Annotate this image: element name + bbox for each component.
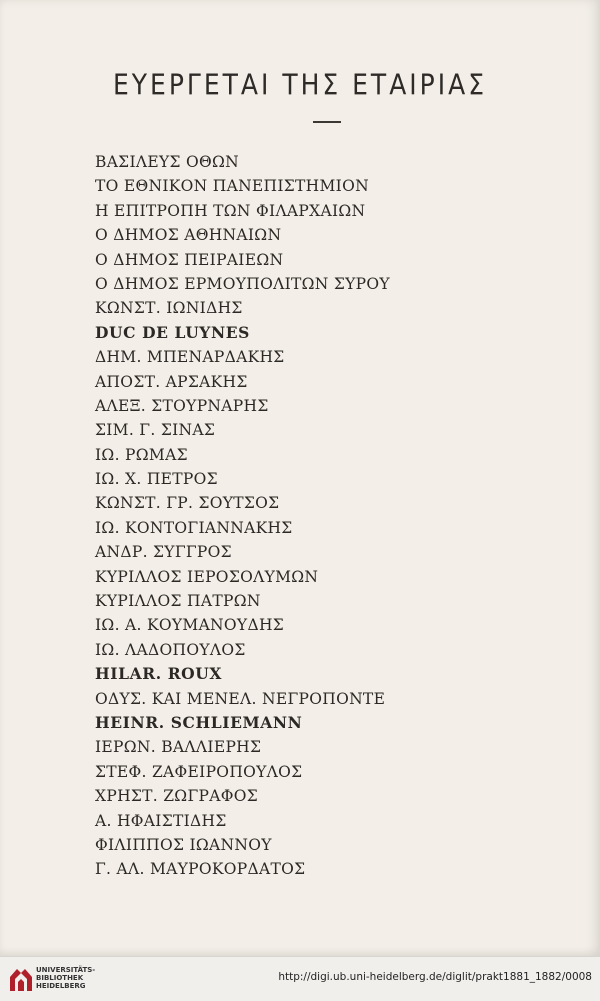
logo-mark-inner [18,979,24,991]
heidelberg-library-logo-icon [8,965,34,993]
benefactor-entry: Ο ΔΗΜΟΣ ΠΕΙΡΑΙΕΩΝ [95,250,284,269]
institution-line: BIBLIOTHEK [36,974,84,983]
benefactor-entry: HILAR. ROUX [95,664,223,684]
benefactor-entry: ΟΔΥΣ. ΚΑΙ ΜΕΝΕΛ. ΝΕΓΡΟΠΟΝΤΕ [95,689,386,708]
benefactor-entry: Γ. ΑΛ. ΜΑΥΡΟΚΟΡΔΑΤΟΣ [95,860,306,879]
viewer-footer [0,956,600,1001]
benefactor-entry: ΔΗΜ. ΜΠΕΝΑΡΔΑΚΗΣ [95,348,285,367]
benefactor-entry: ΣΤΕΦ. ΖΑΦΕΙΡΟΠΟΥΛΟΣ [95,762,303,781]
title-divider [313,121,341,123]
institution-name [36,966,95,991]
benefactor-entry: Α. ΗΦΑΙΣΤΙΔΗΣ [95,811,227,830]
benefactor-entry: ΚΩΝΣΤ. ΙΩΝΙΔΗΣ [95,299,243,318]
benefactor-entry: Ο ΔΗΜΟΣ ΕΡΜΟΥΠΟΛΙΤΩΝ ΣΥΡΟΥ [95,274,390,293]
benefactor-entry: ΤΟ ΕΘΝΙΚΟΝ ΠΑΝΕΠΙΣΤΗΜΙΟΝ [95,177,369,196]
benefactor-entry: ΙΕΡΩΝ. ΒΑΛΛΙΕΡΗΣ [95,738,262,757]
benefactor-entry: ΙΩ. ΚΟΝΤΟΓΙΑΝΝΑΚΗΣ [95,518,293,537]
benefactor-entry: Ο ΔΗΜΟΣ ΑΘΗΝΑΙΩΝ [95,226,282,245]
permalink-url[interactable]: http://digi.ub.uni-heidelberg.de/diglit/prakt1881_1882/0008 [278,971,592,983]
benefactor-entry: ΣΙΜ. Γ. ΣΙΝΑΣ [95,421,216,440]
benefactor-entry: ΚΥΡΙΛΛΟΣ ΠΑΤΡΩΝ [95,592,261,611]
benefactor-entry: ΦΙΛΙΠΠΟΣ ΙΩΑΝΝΟΥ [95,835,272,854]
benefactor-entry: ΙΩ. Α. ΚΟΥΜΑΝΟΥΔΗΣ [95,616,285,635]
benefactor-entry: Η ΕΠΙΤΡΟΠΗ ΤΩΝ ΦΙΛΑΡΧΑΙΩΝ [95,201,366,220]
benefactor-entry: ΙΩ. Χ. ΠΕΤΡΟΣ [95,470,218,489]
benefactor-entry: HEINR. SCHLIEMANN [95,712,303,732]
benefactor-entry: ΧΡΗΣΤ. ΖΩΓΡΑΦΟΣ [95,787,259,806]
benefactor-entry: ΙΩ. ΛΑΔΟΠΟΥΛΟΣ [95,640,246,659]
benefactor-entry: ΑΠΟΣΤ. ΑΡΣΑΚΗΣ [95,372,248,391]
benefactor-entry: ΑΛΕΞ. ΣΤΟΥΡΝΑΡΗΣ [95,396,269,415]
benefactor-entry: ΚΩΝΣΤ. ΓΡ. ΣΟΥΤΣΟΣ [95,494,280,513]
benefactor-entry: DUC DE LUYNES [95,322,250,342]
benefactor-entry: ΒΑΣΙΛΕΥΣ ΟΘΩΝ [95,153,240,171]
benefactor-entry: ΚΥΡΙΛΛΟΣ ΙΕΡΟΣΟΛΥΜΩΝ [95,567,319,586]
institution-line: UNIVERSITÄTS- [36,966,96,974]
benefactor-entry: ΑΝΔΡ. ΣΥΓΓΡΟΣ [95,543,232,562]
benefactor-entry: ΙΩ. ΡΩΜΑΣ [95,445,188,464]
benefactor-list [95,150,390,882]
institution-line: HEIDELBERG [36,982,86,991]
page-title: ΕΥΕΡΓΕΤΑΙ ΤΗΣ ΕΤΑΙΡΙΑΣ [112,67,488,102]
